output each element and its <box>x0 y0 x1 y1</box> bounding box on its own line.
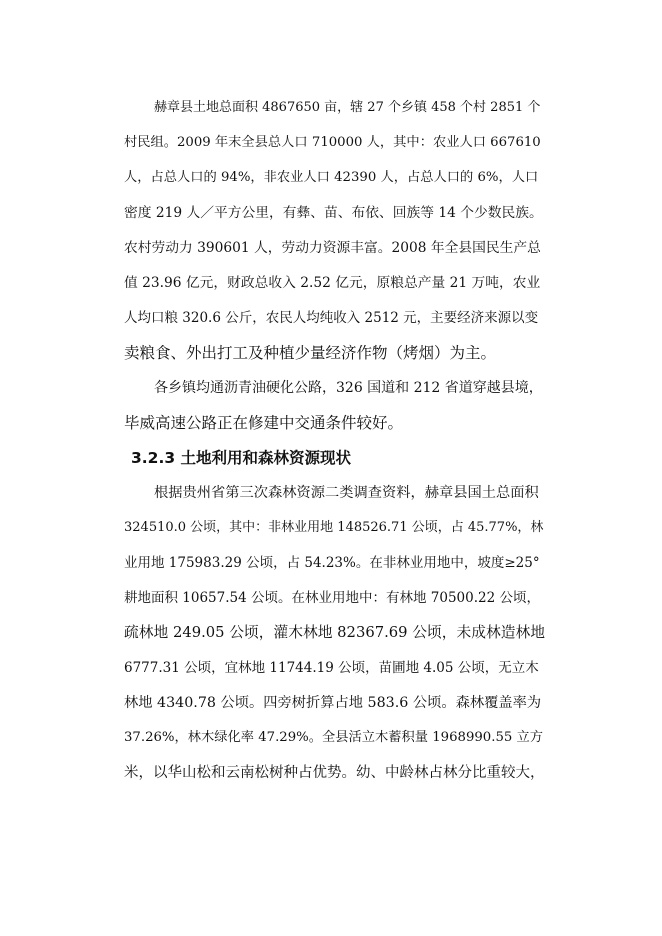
paragraph-1-line-3: 人，占总人口的 94%，非农业人口 42390 人，占总人口的 6%，人口 <box>124 170 539 185</box>
section-heading: 3.2.3 土地利用和森林资源现状 <box>131 449 352 467</box>
paragraph-1-line-7: 人均口粮 320.6 公斤，农民人均纯收入 2512 元，主要经济来源以变 <box>124 310 539 326</box>
paragraph-3-line-6: 6777.31 公顷，宜林地 11744.19 公顷，苗圃地 4.05 公顷，无立木 <box>124 660 539 676</box>
paragraph-3-line-7: 林地 4340.78 公顷。四旁树折算占地 583.6 公顷。森林覆盖率为 <box>124 695 542 711</box>
paragraph-3-line-1: 根据贵州省第三次森林资源二类调查资料，赫章县国土总面积 <box>154 485 539 501</box>
paragraph-3-line-5: 疏林地 249.05 公顷，灌木林地 82367.69 公顷，未成林造林地 <box>124 624 545 641</box>
paragraph-1-line-1: 赫章县土地总面积 4867650 亩，辖 27 个乡镇 458 个村 2851 个 <box>154 100 541 115</box>
paragraph-2-line-1: 各乡镇均通沥青油硬化公路，326 国道和 212 省道穿越县境， <box>154 380 543 396</box>
paragraph-2-line-2: 毕威高速公路正在修建中交通条件较好。 <box>124 414 404 432</box>
paragraph-1-line-2: 村民组。2009 年末全县总人口 710000 人，其中：农业人口 667610 <box>124 135 541 150</box>
paragraph-1-line-4: 密度 219 人／平方公里，有彝、苗、布依、回族等 14 个少数民族。 <box>124 205 543 221</box>
paragraph-3-line-3: 业用地 175983.29 公顷，占 54.23%。在非林业用地中，坡度≥25° <box>124 555 540 571</box>
paragraph-1-line-5: 农村劳动力 390601 人，劳动力资源丰富。2008 年全县国民生产总 <box>124 240 541 256</box>
paragraph-3-line-4: 耕地面积 10657.54 公顷。在林业用地中：有林地 70500.22 公顷， <box>124 590 540 606</box>
paragraph-3-line-8: 37.26%，林木绿化率 47.29%。全县活立木蓄积量 1968990.55 立方 <box>124 730 544 745</box>
paragraph-1-line-6: 值 23.96 亿元，财政总收入 2.52 亿元，原粮总产量 21 万吨，农业 <box>124 275 541 291</box>
paragraph-3-line-2: 324510.0 公顷，其中：非林业用地 148526.71 公顷，占 45.77%，林 <box>124 520 544 535</box>
paragraph-3-line-9: 米，以华山松和云南松树种占优势。幼、中龄林占林分比重较大， <box>124 765 545 781</box>
paragraph-1-line-8: 卖粮食、外出打工及种植少量经济作物（烤烟）为主。 <box>124 344 497 362</box>
